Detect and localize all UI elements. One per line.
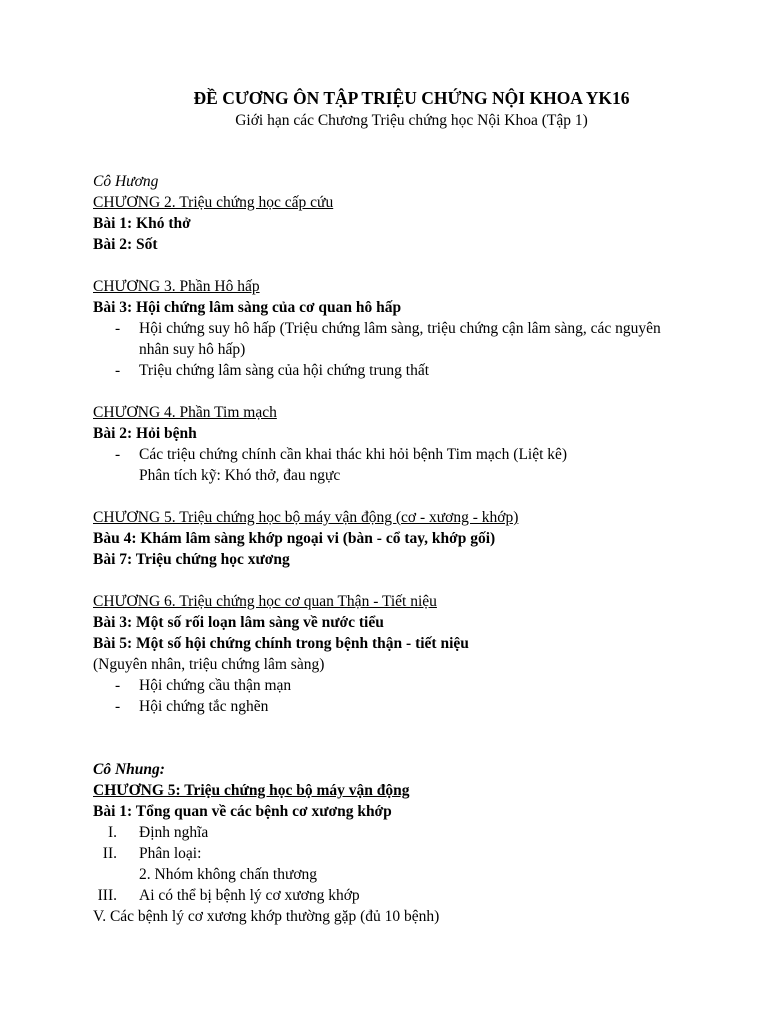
bullet-dash: - xyxy=(115,320,121,337)
list-item-text: Định nghĩa xyxy=(139,824,209,841)
list-item xyxy=(93,822,708,843)
list-item xyxy=(93,444,708,465)
list-item: V. Các bệnh lý cơ xương khớp thường gặp (đủ 10 bệnh) xyxy=(93,908,440,925)
roman-numeral: III. xyxy=(97,887,117,904)
chapter-2-heading: CHƯƠNG 2. Triệu chứng học cấp cứu xyxy=(93,194,334,211)
chapter-6-heading: CHƯƠNG 6. Triệu chứng học cơ quan Thận - Tiết niệu xyxy=(93,593,437,610)
spacer xyxy=(93,717,708,759)
list-item-text: Triệu chứng lâm sàng của hội chứng trung thất xyxy=(139,362,430,379)
list-item-text: Hội chứng cầu thận mạn xyxy=(139,677,292,694)
list-item xyxy=(93,885,708,906)
list-item xyxy=(93,843,708,864)
list-item xyxy=(93,675,708,696)
bullet-dash: - xyxy=(115,446,121,463)
section2-chapter-5-heading: CHƯƠNG 5: Triệu chứng học bộ máy vận động xyxy=(93,782,410,799)
document-subtitle: Giới hạn các Chương Triệu chứng học Nội Khoa (Tập 1) xyxy=(235,112,588,129)
list-item-continuation: Phân tích kỹ: Khó thở, đau ngực xyxy=(139,467,341,484)
list-item-text: Các triệu chứng chính cần khai thác khi hỏi bệnh Tim mạch (Liệt kê) xyxy=(139,446,568,463)
list-item xyxy=(93,318,708,360)
teacher-name-nhung: Cô Nhung: xyxy=(93,761,165,778)
roman-numeral: I. xyxy=(107,824,117,841)
chapter-4-heading: CHƯƠNG 4. Phần Tim mạch xyxy=(93,404,277,421)
sub-list-item: 2. Nhóm không chấn thương xyxy=(139,866,318,883)
bullet-dash: - xyxy=(115,677,121,694)
spacer xyxy=(93,255,708,276)
ch6-lesson-3: Bài 3: Một số rối loạn lâm sàng về nước tiểu xyxy=(93,614,384,631)
spacer xyxy=(93,570,708,591)
spacer xyxy=(93,486,708,507)
chapter-5-heading: CHƯƠNG 5. Triệu chứng học bộ máy vận động (cơ - xương - khớp) xyxy=(93,509,519,526)
spacer xyxy=(93,381,708,402)
ch6-lesson-5: Bài 5: Một số hội chứng chính trong bệnh thận - tiết niệu xyxy=(93,635,469,652)
bullet-dash: - xyxy=(115,362,121,379)
ch6-note: (Nguyên nhân, triệu chứng lâm sàng) xyxy=(93,656,325,673)
ch4-lesson-2: Bài 2: Hỏi bệnh xyxy=(93,425,197,442)
section2-lesson-1: Bài 1: Tổng quan về các bệnh cơ xương khớp xyxy=(93,803,392,820)
list-item-text: Phân loại: xyxy=(139,845,202,862)
ch2-lesson-2: Bài 2: Sốt xyxy=(93,236,158,253)
list-item-text: Hội chứng tắc nghẽn xyxy=(139,698,269,715)
teacher-name-huong: Cô Hương xyxy=(93,173,159,190)
spacer xyxy=(93,131,708,171)
list-item xyxy=(93,360,708,381)
ch5-lesson-7: Bài 7: Triệu chứng học xương xyxy=(93,551,290,568)
list-item-text: Hội chứng suy hô hấp (Triệu chứng lâm sàng, triệu chứng cận lâm sàng, các nguyên nhân suy hô hấp) xyxy=(139,320,661,358)
document-title: ĐỀ CƯƠNG ÔN TẬP TRIỆU CHỨNG NỘI KHOA YK16 xyxy=(193,88,630,108)
bullet-dash: - xyxy=(115,698,121,715)
chapter-3-heading: CHƯƠNG 3. Phần Hô hấp xyxy=(93,278,260,295)
list-item-text: Ai có thể bị bệnh lý cơ xương khớp xyxy=(139,887,360,904)
list-item xyxy=(93,696,708,717)
ch3-lesson-3: Bài 3: Hội chứng lâm sàng của cơ quan hô hấp xyxy=(93,299,402,316)
ch2-lesson-1: Bài 1: Khó thở xyxy=(93,215,191,232)
ch5-lesson-4: Bàu 4: Khám lâm sàng khớp ngoại vi (bàn - cổ tay, khớp gối) xyxy=(93,530,496,547)
roman-numeral: II. xyxy=(102,845,117,862)
